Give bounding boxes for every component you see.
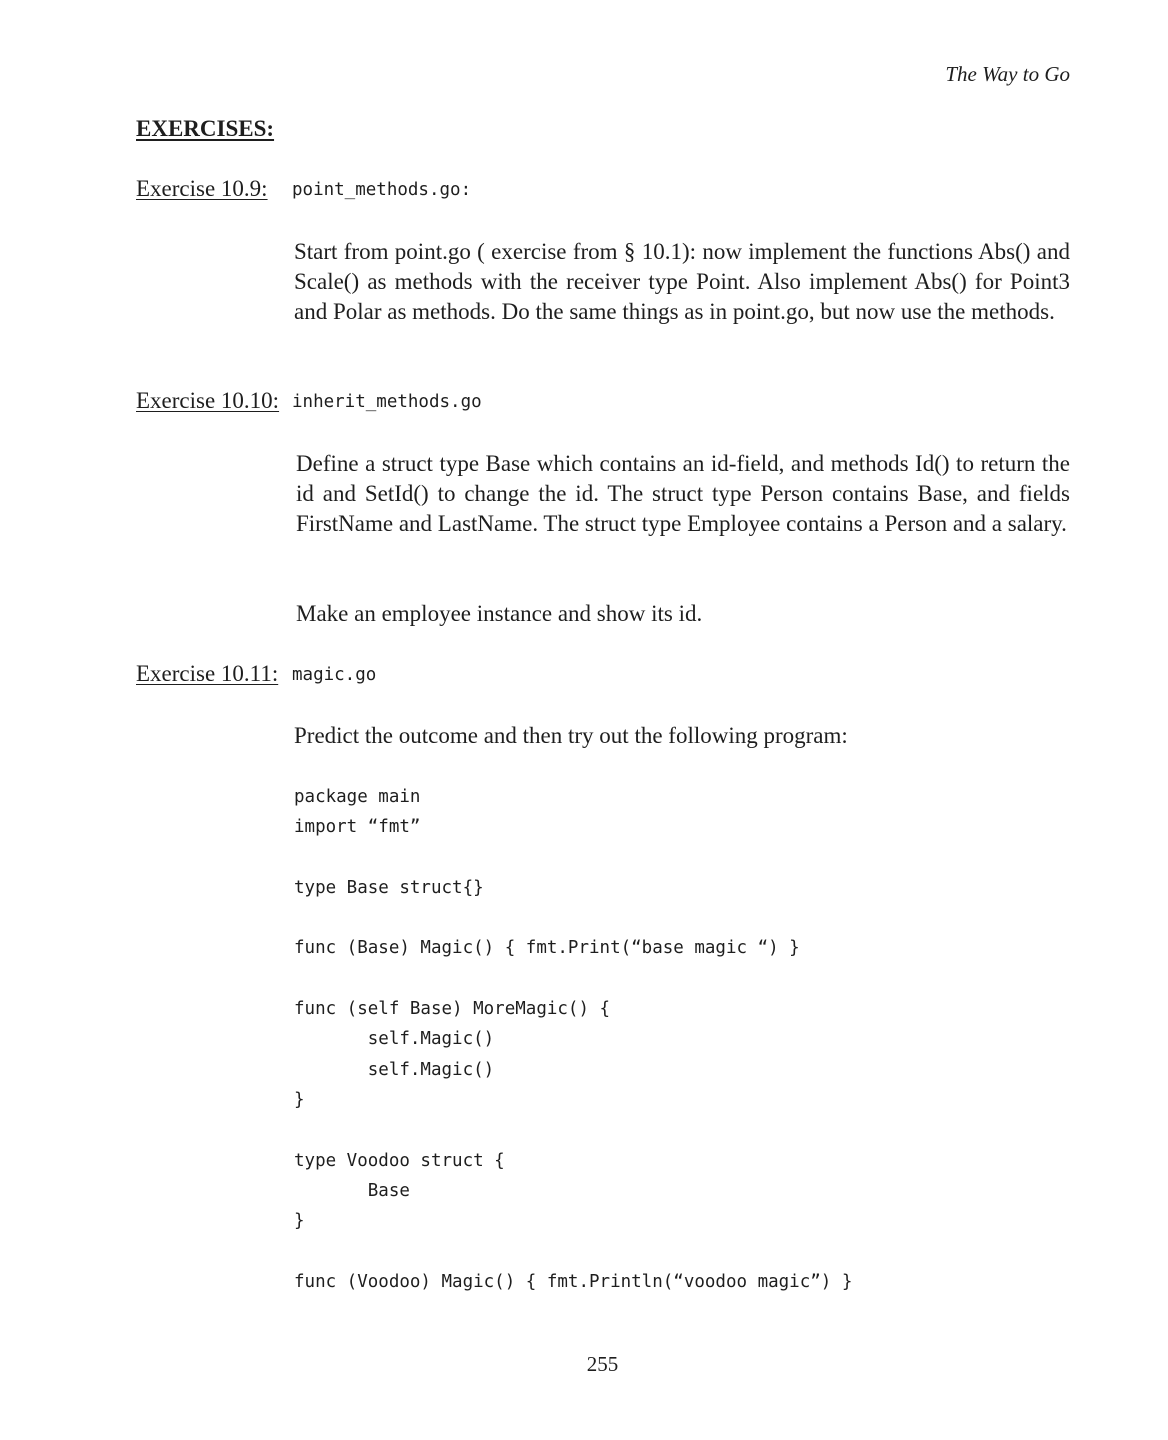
section-title: EXERCISES:: [136, 116, 275, 141]
exercise-10-11-filename: magic.go: [292, 665, 377, 685]
running-header: The Way to Go: [945, 62, 1070, 86]
exercise-10-10-label: Exercise 10.10:: [136, 388, 280, 413]
exercise-10-9-description: Start from point.go ( exercise from § 10.1): now implement the functions Abs() and Scale() as methods with the receiver type Point. Also implement Abs() for Point3 and Polar as methods. Do the same things as in point.go, but now use the methods.: [294, 239, 1070, 325]
exercise-10-11-description: Predict the outcome and then try out the following program:: [294, 723, 848, 748]
exercise-10-9-label: Exercise 10.9:: [136, 176, 268, 201]
exercise-10-11-label: Exercise 10.11:: [136, 661, 279, 686]
exercise-10-9-filename: point_methods.go:: [292, 180, 472, 200]
exercise-10-11-code-listing: package main import “fmt” type Base struct{} func (Base) Magic() { fmt.Print(“base magic “) } func (self Base) MoreMagic() { self.Magic() self.Magic() } type Voodoo struct { Base } func (Voodoo) Magic() { fmt.Println(“voodoo magic”) }: [294, 787, 853, 1292]
page-number: 255: [586, 1352, 619, 1376]
exercise-10-10-instruction: Make an employee instance and show its id.: [296, 601, 703, 626]
exercise-10-10-filename: inherit_methods.go: [292, 392, 482, 412]
exercise-10-10-description: Define a struct type Base which contains an id-field, and methods Id() to return the id and SetId() to change the id. The struct type Person contains Base, and fields FirstName and LastName. The struct type Employee contains a Person and a salary.: [296, 451, 1070, 537]
